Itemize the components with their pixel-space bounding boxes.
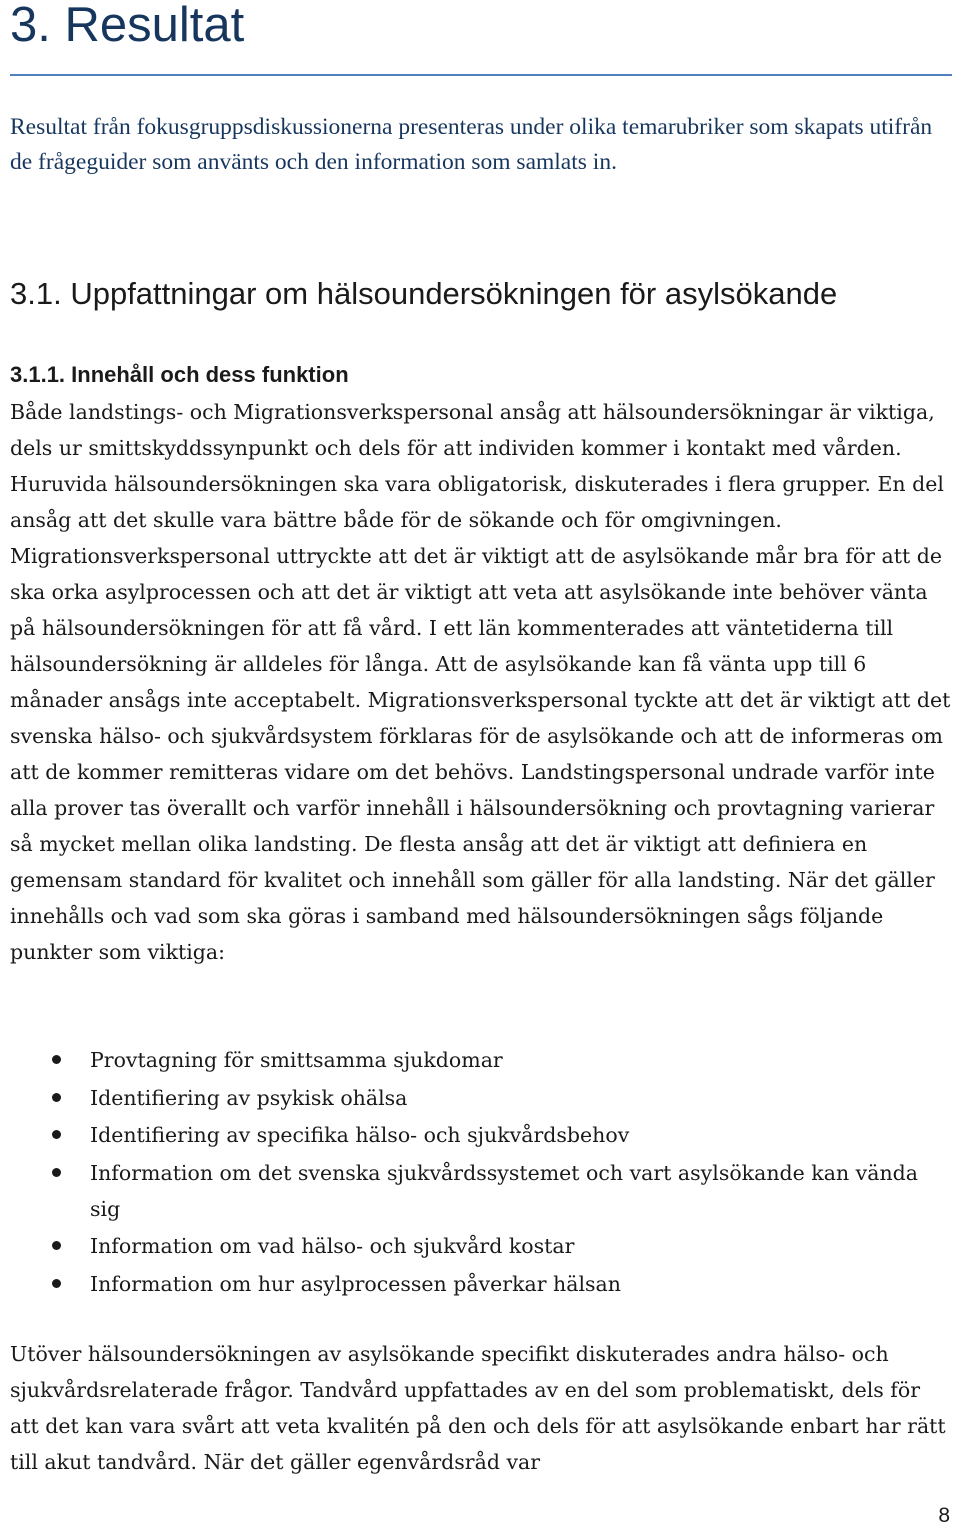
list-item-text: Identifiering av specifika hälso- och sjukvårdsbehov	[90, 1123, 630, 1147]
bullet-dot-icon	[52, 1093, 61, 1102]
list-item-text: Identifiering av psykisk ohälsa	[90, 1085, 408, 1110]
list-item-text: Provtagning för smittsamma sjukdomar	[90, 1048, 503, 1072]
bullet-dot-icon	[52, 1279, 61, 1288]
list-item	[10, 1117, 952, 1153]
section-heading: 3.1. Uppfattningar om hälsoundersökningen för asylsökande	[10, 276, 838, 311]
list-item-text: Information om hur asylprocessen påverkar hälsan	[90, 1271, 621, 1296]
subsection-heading: 3.1.1. Innehåll och dess funktion	[10, 362, 349, 387]
intro-paragraph: Resultat från fokusgruppsdiskussionerna presenteras under olika temarubriker som skapats utifrån de frågeguider som använts och den information som samlats in.	[10, 114, 933, 175]
bullet-dot-icon	[52, 1055, 61, 1064]
list-item	[10, 1080, 952, 1116]
bullet-dot-icon	[52, 1168, 61, 1177]
list-item	[10, 1266, 952, 1302]
list-item	[10, 1228, 952, 1264]
body-paragraph-1: Både landstings- och Migrationsverkspersonal ansåg att hälsoundersökningar är viktiga, dels ur smittskyddssynpunkt och dels för att individen kommer i kontakt med vården. Huruvida hälsoundersökningen ska vara obligatorisk, diskuterades i flera grupper. En del ansåg att det skulle vara bättre både för de sökande och för omgivningen. Migrationsverkspersonal uttryckte att det är viktigt att de asylsökande mår bra för att de ska orka asylprocessen och att det är viktigt att veta att asylsökande inte behöver vänta på hälsoundersökningen för att få vård. I ett län kommenterades att väntetiderna till hälsoundersökning är alldeles för långa. Att de asylsökande kan få vänta upp till 6 månader ansågs inte acceptabelt. Migrationsverkspersonal tyckte att det är viktigt att det svenska hälso- och sjukvårdsystem förklaras för de asylsökande och att de informeras om att de kommer remitteras vidare om det behövs. Landstingspersonal undrade varför inte alla prover tas överallt och varför innehåll i hälsoundersökning och provtagning varierar så mycket mellan olika landsting. De flesta ansåg att det är viktigt att definiera en gemensam standard för kvalitet och innehåll som gäller för alla landsting. När det gäller innehålls och vad som ska göras i samband med hälsoundersökningen sågs följande punkter som viktiga:	[10, 400, 951, 964]
bullet-dot-icon	[52, 1130, 61, 1139]
page-title: 3. Resultat	[10, 0, 245, 52]
page-number: 8	[938, 1504, 950, 1527]
list-item	[10, 1155, 952, 1227]
list-item-text: Information om det svenska sjukvårdssystemet och vart asylsökande kan vända sig	[90, 1160, 919, 1221]
bullet-list	[10, 1042, 952, 1303]
list-item-text: Information om vad hälso- och sjukvård kostar	[90, 1234, 575, 1258]
title-underline	[10, 74, 952, 76]
list-item	[10, 1042, 952, 1078]
body-paragraph-2: Utöver hälsoundersökningen av asylsökande specifikt diskuterades andra hälso- och sjukvårdsrelaterade frågor. Tandvård uppfattades av en del som problematiskt, dels för att det kan vara svårt att veta kvalitén på den och dels för att asylsökande enbart har rätt till akut tandvård. När det gäller egenvårdsråd var	[10, 1342, 946, 1474]
bullet-dot-icon	[52, 1241, 61, 1250]
